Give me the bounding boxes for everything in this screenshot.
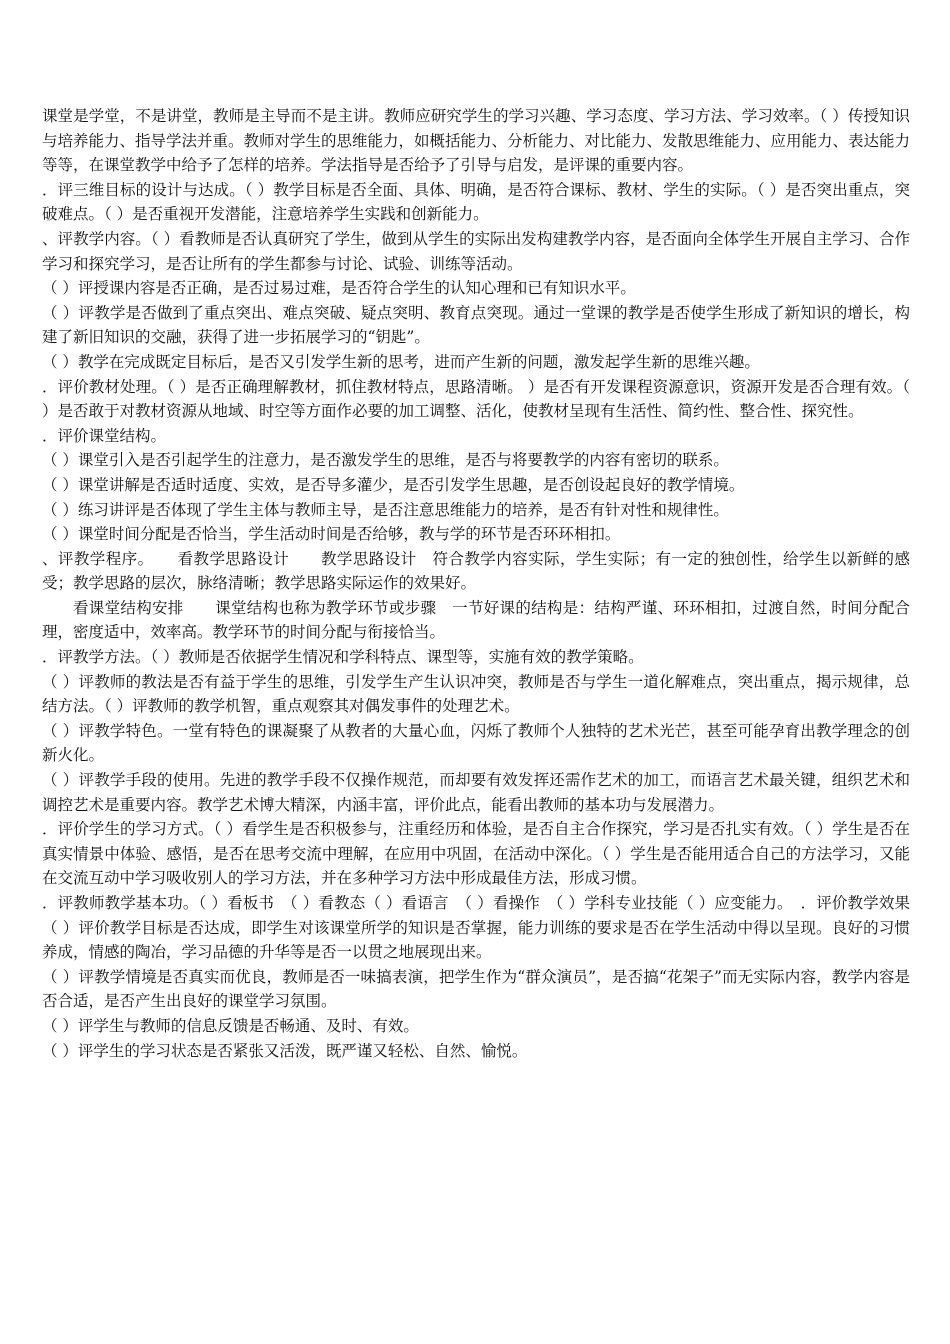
paragraph: （ ）评教学手段的使用。先进的教学手段不仅操作规范，而却要有效发挥还需作艺术的加工，而语言艺术最关键，组织艺术和调控艺术是重要内容。教学艺术博大精深，内涵丰富，评价此点，能看出教师的基本功与发展潜力。 [42, 771, 910, 814]
paragraph: （ ）评学生的学习状态是否紧张又活泼，既严谨又轻松、自然、愉悦。 [42, 1041, 528, 1060]
paragraph: ．评价教材处理。（ ）是否正确理解教材，抓住教材特点，思路清晰。 ）是否有开发课程资源意识，资源开发是否合理有效。（ ）是否敢于对教材资源从地域、时空等方面作必要的加工调整、活化，使教材呈现有生活性、简约性、整合性、探究性。 [42, 377, 910, 421]
paragraph: （ ）评教师的教法是否有益于学生的思维，引发学生产生认识冲突，教师是否与学生一道化解难点，突出重点，揭示规律，总结方法。（ ）评教师的教学机智，重点观察其对偶发事件的处理艺术。 [42, 672, 910, 716]
paragraph: ．评价学生的学习方式。（ ）看学生是否积极参与，注重经历和体验，是否自主合作探究，学习是否扎实有效。（ ）学生是否在真实情景中体验、感悟，是否在思考交流中理解，在应用中巩固，在活动中深化。（ ）学生是否能用适合自己的方法学习，又能在交流互动中学习吸收别人的学习方法，并在多种学习方法中形成最佳方法，形成习惯。 [42, 820, 910, 888]
paragraph: （ ）评授课内容是否正确，是否过易过难，是否符合学生的认知心理和已有知识水平。 [42, 279, 636, 298]
paragraph: ．评三维目标的设计与达成。（ ）教学目标是否全面、具体、明确，是否符合课标、教材、学生的实际。（ ）是否突出重点，突破难点。（ ）是否重视开发潜能，注意培养学生实践和创新能力。 [42, 180, 910, 224]
paragraph: （ ）课堂引入是否引起学生的注意力，是否激发学生的思维，是否与将要教学的内容有密切的联系。 [42, 451, 729, 470]
paragraph: （ ）评学生与教师的信息反馈是否畅通、及时、有效。 [42, 1016, 419, 1035]
paragraph: ．评教师教学基本功。（ ）看板书 （ ）看教态（ ）看语言 （ ）看操作 （ ）学科专业技能（ ）应变能力。 ．评价教学效果（ ）评价教学目标是否达成，即学生对该课堂所学的知识是否掌握，能力训练的要求是否在学生活动中得以呈现。良好的习惯养成，情感的陶冶，学习品德的升华等是否一以贯之地展现出来。 [42, 894, 910, 962]
paragraph: ．评教学方法。（ ）教师是否依据学生情况和学科特点、课型等，实施有效的教学策略。 [42, 648, 644, 667]
paragraph: （ ）评教学情境是否真实而优良，教师是否一味搞表演，把学生作为“群众演员”，是否搞“花架子”而无实际内容，教学内容是否合适，是否产生出良好的课堂学习氛围。 [42, 967, 910, 1011]
paragraph: （ ）课堂时间分配是否恰当，学生活动时间是否给够，教与学的环节是否环环相扣。 [42, 525, 621, 544]
paragraph: 、评教学内容。（ ）看教师是否认真研究了学生，做到从学生的实际出发构建教学内容，是否面向全体学生开展自主学习、合作学习和探究学习，是否让所有的学生都参与讨论、试验、训练等活动。 [42, 229, 910, 273]
paragraph: ．评价课堂结构。 [42, 426, 167, 445]
paragraph: 看课堂结构安排 课堂结构也称为教学环节或步骤 一节好课的结构是：结构严谨、环环相扣，过渡自然，时间分配合理，密度适中，效率高。教学环节的时间分配与衔接恰当。 [42, 598, 910, 642]
paragraph: 课堂是学堂，不是讲堂，教师是主导而不是主讲。教师应研究学生的学习兴趣、学习态度、学习方法、学习效率。（ ）传授知识与培养能力、指导学法并重。教师对学生的思维能力，如概括能力、分析能力、对比能力、发散思维能力、应用能力、表达能力等等，在课堂教学中给予了怎样的培养。学法指导是否给予了引导与启发，是评课的重要内容。 [42, 107, 911, 175]
paragraph: （ ）教学在完成既定目标后，是否又引发学生新的思考，进而产生新的问题，激发起学生新的思维兴趣。 [42, 352, 760, 371]
paragraph: （ ）评教学是否做到了重点突出、难点突破、疑点突明、教育点突现。通过一堂课的教学是否使学生形成了新知识的增长，构建了新旧知识的交融，获得了进一步拓展学习的“钥匙”。 [42, 303, 910, 347]
paragraph: 、评教学程序。 看教学思路设计 教学思路设计 符合教学内容实际，学生实际；有一定的独创性，给学生以新鲜的感受；教学思路的层次，脉络清晰；教学思路实际运作的效果好。 [42, 549, 910, 593]
paragraph: （ ）练习讲评是否体现了学生主体与教师主导，是否注意思维能力的培养，是否有针对性和规律性。 [42, 500, 729, 519]
paragraph: （ ）评教学特色。一堂有特色的课凝聚了从教者的大量心血，闪烁了教师个人独特的艺术光芒，甚至可能孕育出教学理念的创新火化。 [42, 721, 910, 765]
document-body [42, 104, 910, 1063]
paragraph: （ ）课堂讲解是否适时适度、实效，是否导多灌少，是否引发学生思趣，是否创设起良好的教学情境。 [42, 475, 745, 494]
